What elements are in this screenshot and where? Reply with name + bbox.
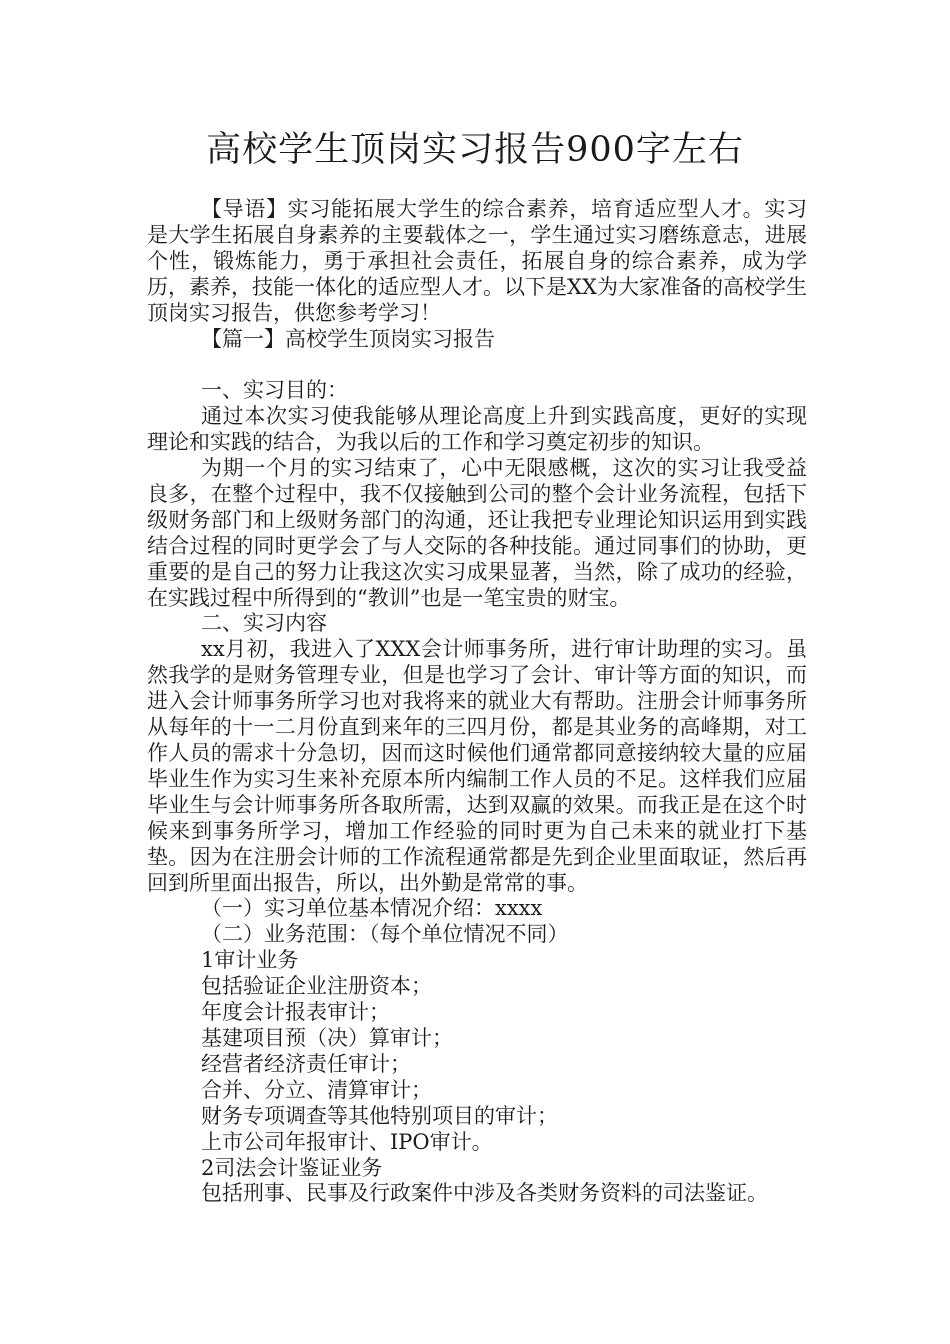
section-heading-purpose: 一、实习目的： — [201, 378, 348, 403]
document-title: 高校学生顶岗实习报告900字左右 — [206, 130, 744, 170]
purpose-paragraph-2: 为期一个月的实习结束了，心中无限感概，这次的实习让我受益良多，在整个过程中，我不仅接触到公司的整个会计业务流程，包括下级财务部门和上级财务部门的沟通，还让我把专业理论知识运用到实践结合过程的同时更学会了与人交际的各种技能。通过同事们的协助，更重要的是自己的努力让我这次实习成果显著，当然，除了成功的经验，在实践过程中所得到的“教训”也是一笔宝贵的财宝。 — [147, 456, 807, 610]
item-heading-audit: 1审计业务 — [201, 948, 299, 973]
list-item: 经营者经济责任审计； — [201, 1051, 411, 1076]
list-item: 上市公司年报审计、IPO审计。 — [201, 1129, 493, 1154]
section-heading-content: 二、实习内容 — [201, 611, 327, 636]
purpose-paragraph-1: 通过本次实习使我能够从理论高度上升到实践高度，更好的实现理论和实践的结合，为我以后的工作和学习奠定初步的知识。 — [147, 404, 807, 455]
list-item: 合并、分立、清算审计； — [201, 1077, 432, 1102]
subsection-company-info: （一）实习单位基本情况介绍：xxxx — [201, 896, 543, 921]
blank-line — [147, 352, 807, 378]
list-item: 基建项目预（决）算审计； — [201, 1025, 453, 1050]
content-paragraph-1: xx月初，我进入了XXX会计师事务所，进行审计助理的实习。虽然我学的是财务管理专业，但是也学习了会计、审计等方面的知识，而进入会计师事务所学习也对我将来的就业大有帮助。注册会计师事务所从每年的十一二月份直到来年的三四月份，都是其业务的高峰期，对工作人员的需求十分急切，因而这时候他们通常都同意接纳较大量的应届毕业生作为实习生来补充原本所内编制工作人员的不足。这样我们应届毕业生与会计师事务所各取所需，达到双赢的效果。而我正是在这个时候来到事务所学习，增加工作经验的同时更为自己未来的就业打下基垫。因为在注册会计师的工作流程通常都是先到企业里面取证，然后再回到所里面出报告，所以，出外勤是常常的事。 — [147, 637, 807, 895]
subsection-business-scope: （二）业务范围：（每个单位情况不同） — [201, 922, 569, 947]
document-body — [147, 197, 807, 1207]
list-item: 包括验证企业注册资本； — [201, 974, 432, 999]
intro-paragraph: 【导语】实习能拓展大学生的综合素养，培育适应型人才。实习是大学生拓展自身素养的主要载体之一，学生通过实习磨练意志，进展个性，锻炼能力，勇于承担社会责任，拓展自身的综合素养，成为学历，素养，技能一体化的适应型人才。以下是XX为大家准备的高校学生顶岗实习报告，供您参考学习！ — [147, 197, 807, 325]
part-heading: 【篇一】高校学生顶岗实习报告 — [201, 326, 495, 351]
list-item: 财务专项调查等其他特别项目的审计； — [201, 1103, 558, 1128]
list-item: 包括刑事、民事及行政案件中涉及各类财务资料的司法鉴证。 — [201, 1181, 768, 1206]
item-heading-judicial: 2司法会计鉴证业务 — [201, 1155, 383, 1180]
list-item: 年度会计报表审计； — [201, 1000, 390, 1025]
